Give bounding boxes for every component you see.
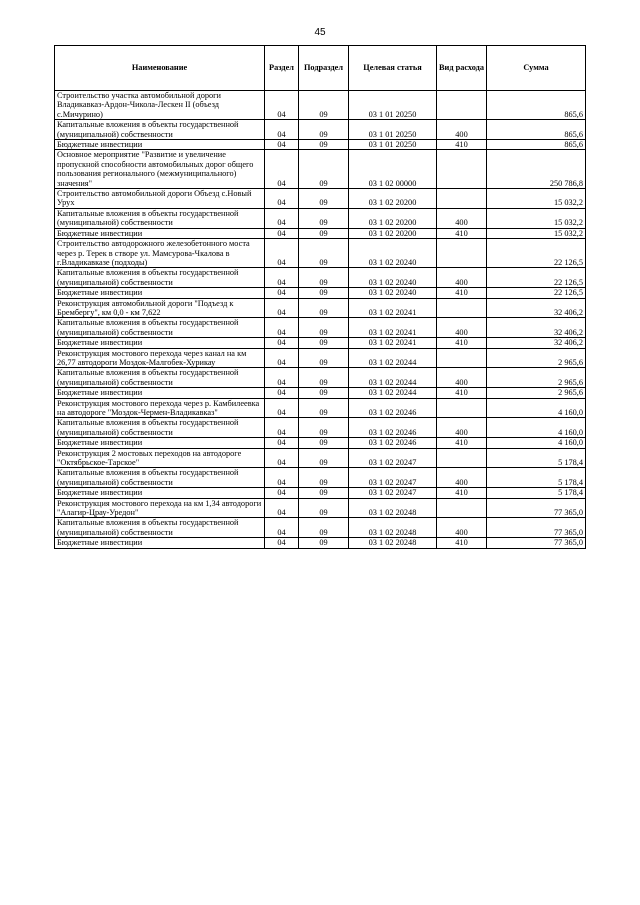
cell-podrazdel: 09 bbox=[299, 338, 349, 348]
cell-podrazdel: 09 bbox=[299, 488, 349, 498]
cell-name: Реконструкция автомобильной дороги "Подъезд к Брембергу", км 0,0 - км 7,622 bbox=[55, 298, 265, 318]
cell-name: Строительство автодорожного железобетонного моста через р. Терек в створе ул. Мамсурова-Чкалова в г.Владикавказе (подходы) bbox=[55, 239, 265, 268]
cell-target: 03 1 02 20240 bbox=[349, 268, 437, 288]
cell-target: 03 1 02 20247 bbox=[349, 448, 437, 468]
cell-podrazdel: 09 bbox=[299, 208, 349, 228]
cell-podrazdel: 09 bbox=[299, 418, 349, 438]
table-row bbox=[55, 538, 586, 548]
table-row bbox=[55, 448, 586, 468]
cell-target: 03 1 02 20241 bbox=[349, 298, 437, 318]
table-row bbox=[55, 268, 586, 288]
cell-razdel: 04 bbox=[265, 189, 299, 209]
cell-vid: 400 bbox=[437, 208, 487, 228]
cell-vid bbox=[437, 150, 487, 189]
cell-sum: 2 965,6 bbox=[487, 388, 586, 398]
table-row bbox=[55, 140, 586, 150]
cell-podrazdel: 09 bbox=[299, 438, 349, 448]
table-row bbox=[55, 318, 586, 338]
cell-target: 03 1 02 20244 bbox=[349, 368, 437, 388]
cell-target: 03 1 02 20200 bbox=[349, 189, 437, 209]
cell-sum: 32 406,2 bbox=[487, 338, 586, 348]
cell-podrazdel: 09 bbox=[299, 91, 349, 120]
cell-razdel: 04 bbox=[265, 228, 299, 238]
cell-podrazdel: 09 bbox=[299, 318, 349, 338]
cell-razdel: 04 bbox=[265, 298, 299, 318]
cell-target: 03 1 02 20246 bbox=[349, 398, 437, 418]
cell-target: 03 1 02 20248 bbox=[349, 538, 437, 548]
table-row bbox=[55, 438, 586, 448]
cell-vid: 410 bbox=[437, 488, 487, 498]
cell-podrazdel: 09 bbox=[299, 298, 349, 318]
cell-target: 03 1 01 20250 bbox=[349, 140, 437, 150]
header-razdel: Раздел bbox=[265, 46, 299, 91]
cell-target: 03 1 02 20247 bbox=[349, 468, 437, 488]
header-row bbox=[55, 46, 586, 91]
cell-vid: 410 bbox=[437, 338, 487, 348]
cell-target: 03 1 02 20241 bbox=[349, 318, 437, 338]
table-header bbox=[55, 46, 586, 91]
cell-name: Бюджетные инвестиции bbox=[55, 228, 265, 238]
cell-vid bbox=[437, 448, 487, 468]
cell-podrazdel: 09 bbox=[299, 140, 349, 150]
cell-razdel: 04 bbox=[265, 208, 299, 228]
cell-name: Бюджетные инвестиции bbox=[55, 140, 265, 150]
cell-target: 03 1 02 20244 bbox=[349, 388, 437, 398]
cell-razdel: 04 bbox=[265, 150, 299, 189]
cell-name: Капитальные вложения в объекты государственной (муниципальной) собственности bbox=[55, 268, 265, 288]
cell-sum: 865,6 bbox=[487, 120, 586, 140]
cell-podrazdel: 09 bbox=[299, 150, 349, 189]
cell-podrazdel: 09 bbox=[299, 448, 349, 468]
cell-vid: 400 bbox=[437, 318, 487, 338]
cell-name: Реконструкция мостового перехода через р. Камбилеевка на автодороге "Моздок-Чермен-Владикавказ" bbox=[55, 398, 265, 418]
cell-vid: 410 bbox=[437, 140, 487, 150]
cell-sum: 865,6 bbox=[487, 91, 586, 120]
cell-sum: 4 160,0 bbox=[487, 398, 586, 418]
cell-razdel: 04 bbox=[265, 488, 299, 498]
cell-razdel: 04 bbox=[265, 418, 299, 438]
cell-name: Капитальные вложения в объекты государственной (муниципальной) собственности bbox=[55, 468, 265, 488]
cell-name: Бюджетные инвестиции bbox=[55, 388, 265, 398]
cell-razdel: 04 bbox=[265, 468, 299, 488]
cell-razdel: 04 bbox=[265, 398, 299, 418]
cell-vid: 400 bbox=[437, 120, 487, 140]
cell-vid bbox=[437, 239, 487, 268]
table-row bbox=[55, 189, 586, 209]
table-row bbox=[55, 239, 586, 268]
cell-razdel: 04 bbox=[265, 388, 299, 398]
cell-target: 03 1 02 20246 bbox=[349, 418, 437, 438]
cell-vid: 410 bbox=[437, 438, 487, 448]
cell-podrazdel: 09 bbox=[299, 398, 349, 418]
cell-vid bbox=[437, 189, 487, 209]
cell-name: Бюджетные инвестиции bbox=[55, 288, 265, 298]
cell-sum: 32 406,2 bbox=[487, 298, 586, 318]
cell-vid bbox=[437, 348, 487, 368]
cell-razdel: 04 bbox=[265, 338, 299, 348]
table-row bbox=[55, 518, 586, 538]
cell-name: Бюджетные инвестиции bbox=[55, 488, 265, 498]
cell-podrazdel: 09 bbox=[299, 388, 349, 398]
cell-razdel: 04 bbox=[265, 498, 299, 518]
cell-razdel: 04 bbox=[265, 318, 299, 338]
cell-name: Реконструкция мостового перехода на км 1,34 автодороги "Алагир-Црау-Уредон" bbox=[55, 498, 265, 518]
cell-vid: 400 bbox=[437, 268, 487, 288]
cell-vid: 410 bbox=[437, 538, 487, 548]
cell-razdel: 04 bbox=[265, 448, 299, 468]
table-row bbox=[55, 348, 586, 368]
cell-podrazdel: 09 bbox=[299, 538, 349, 548]
table-row bbox=[55, 418, 586, 438]
table-body bbox=[55, 91, 586, 549]
cell-target: 03 1 01 20250 bbox=[349, 120, 437, 140]
table-row bbox=[55, 228, 586, 238]
cell-target: 03 1 02 20248 bbox=[349, 518, 437, 538]
cell-sum: 5 178,4 bbox=[487, 448, 586, 468]
cell-target: 03 1 01 20250 bbox=[349, 91, 437, 120]
cell-name: Строительство участка автомобильной дороги Владикавказ-Ардон-Чикола-Лескен II (объезд с.Мичурино) bbox=[55, 91, 265, 120]
header-name: Наименование bbox=[55, 46, 265, 91]
table-row bbox=[55, 488, 586, 498]
cell-vid: 400 bbox=[437, 368, 487, 388]
table-row bbox=[55, 150, 586, 189]
cell-razdel: 04 bbox=[265, 120, 299, 140]
header-vid: Вид расхода bbox=[437, 46, 487, 91]
cell-podrazdel: 09 bbox=[299, 348, 349, 368]
cell-sum: 15 032,2 bbox=[487, 208, 586, 228]
cell-sum: 22 126,5 bbox=[487, 268, 586, 288]
header-podrazdel: Подраздел bbox=[299, 46, 349, 91]
cell-name: Бюджетные инвестиции bbox=[55, 338, 265, 348]
cell-vid: 400 bbox=[437, 518, 487, 538]
cell-podrazdel: 09 bbox=[299, 368, 349, 388]
table-row bbox=[55, 398, 586, 418]
cell-target: 03 1 02 20246 bbox=[349, 438, 437, 448]
table-row bbox=[55, 298, 586, 318]
cell-sum: 77 365,0 bbox=[487, 538, 586, 548]
cell-razdel: 04 bbox=[265, 538, 299, 548]
table-row bbox=[55, 338, 586, 348]
table-row bbox=[55, 288, 586, 298]
cell-podrazdel: 09 bbox=[299, 468, 349, 488]
table-row bbox=[55, 368, 586, 388]
cell-podrazdel: 09 bbox=[299, 120, 349, 140]
cell-sum: 5 178,4 bbox=[487, 468, 586, 488]
cell-name: Капитальные вложения в объекты государственной (муниципальной) собственности bbox=[55, 518, 265, 538]
cell-podrazdel: 09 bbox=[299, 268, 349, 288]
header-sum: Сумма bbox=[487, 46, 586, 91]
cell-name: Реконструкция 2 мостовых переходов на автодороге "Октябрьское-Тарское" bbox=[55, 448, 265, 468]
cell-podrazdel: 09 bbox=[299, 228, 349, 238]
cell-sum: 22 126,5 bbox=[487, 239, 586, 268]
cell-target: 03 1 02 20240 bbox=[349, 288, 437, 298]
cell-target: 03 1 02 20247 bbox=[349, 488, 437, 498]
cell-sum: 77 365,0 bbox=[487, 498, 586, 518]
cell-sum: 4 160,0 bbox=[487, 418, 586, 438]
budget-table bbox=[54, 45, 586, 549]
cell-vid bbox=[437, 398, 487, 418]
table-row bbox=[55, 120, 586, 140]
cell-name: Бюджетные инвестиции bbox=[55, 538, 265, 548]
cell-vid: 400 bbox=[437, 468, 487, 488]
cell-target: 03 1 02 20248 bbox=[349, 498, 437, 518]
cell-razdel: 04 bbox=[265, 239, 299, 268]
cell-name: Капитальные вложения в объекты государственной (муниципальной) собственности bbox=[55, 418, 265, 438]
cell-podrazdel: 09 bbox=[299, 239, 349, 268]
cell-sum: 32 406,2 bbox=[487, 318, 586, 338]
cell-sum: 22 126,5 bbox=[487, 288, 586, 298]
cell-podrazdel: 09 bbox=[299, 189, 349, 209]
cell-target: 03 1 02 00000 bbox=[349, 150, 437, 189]
cell-sum: 865,6 bbox=[487, 140, 586, 150]
cell-razdel: 04 bbox=[265, 268, 299, 288]
cell-name: Реконструкция мостового перехода через канал на км 26,77 автодороги Моздок-Малгобек-Хурикау bbox=[55, 348, 265, 368]
cell-sum: 15 032,2 bbox=[487, 228, 586, 238]
cell-vid: 400 bbox=[437, 418, 487, 438]
cell-target: 03 1 02 20200 bbox=[349, 208, 437, 228]
cell-sum: 4 160,0 bbox=[487, 438, 586, 448]
cell-sum: 15 032,2 bbox=[487, 189, 586, 209]
cell-razdel: 04 bbox=[265, 518, 299, 538]
cell-target: 03 1 02 20244 bbox=[349, 348, 437, 368]
cell-vid: 410 bbox=[437, 288, 487, 298]
page-number: 45 bbox=[314, 27, 326, 38]
cell-vid bbox=[437, 298, 487, 318]
cell-target: 03 1 02 20241 bbox=[349, 338, 437, 348]
cell-podrazdel: 09 bbox=[299, 518, 349, 538]
cell-sum: 77 365,0 bbox=[487, 518, 586, 538]
cell-razdel: 04 bbox=[265, 438, 299, 448]
cell-name: Капитальные вложения в объекты государственной (муниципальной) собственности bbox=[55, 318, 265, 338]
cell-name: Капитальные вложения в объекты государственной (муниципальной) собственности bbox=[55, 120, 265, 140]
header-target: Целевая статья bbox=[349, 46, 437, 91]
cell-sum: 2 965,6 bbox=[487, 368, 586, 388]
cell-name: Основное мероприятие "Развитие и увеличение пропускной способности автомобильных дорог общего пользования регионального (межмуниципального) значения" bbox=[55, 150, 265, 189]
table-row bbox=[55, 91, 586, 120]
table-row bbox=[55, 468, 586, 488]
cell-podrazdel: 09 bbox=[299, 498, 349, 518]
cell-target: 03 1 02 20240 bbox=[349, 239, 437, 268]
cell-name: Капитальные вложения в объекты государственной (муниципальной) собственности bbox=[55, 208, 265, 228]
cell-sum: 2 965,6 bbox=[487, 348, 586, 368]
cell-razdel: 04 bbox=[265, 140, 299, 150]
cell-podrazdel: 09 bbox=[299, 288, 349, 298]
cell-razdel: 04 bbox=[265, 368, 299, 388]
cell-razdel: 04 bbox=[265, 91, 299, 120]
table-row bbox=[55, 208, 586, 228]
cell-vid: 410 bbox=[437, 388, 487, 398]
cell-vid bbox=[437, 498, 487, 518]
cell-sum: 250 786,8 bbox=[487, 150, 586, 189]
cell-sum: 5 178,4 bbox=[487, 488, 586, 498]
cell-target: 03 1 02 20200 bbox=[349, 228, 437, 238]
cell-razdel: 04 bbox=[265, 288, 299, 298]
table-row bbox=[55, 498, 586, 518]
cell-vid: 410 bbox=[437, 228, 487, 238]
cell-name: Капитальные вложения в объекты государственной (муниципальной) собственности bbox=[55, 368, 265, 388]
cell-razdel: 04 bbox=[265, 348, 299, 368]
cell-name: Бюджетные инвестиции bbox=[55, 438, 265, 448]
table-row bbox=[55, 388, 586, 398]
cell-name: Строительство автомобильной дороги Объезд с.Новый Урух bbox=[55, 189, 265, 209]
cell-vid bbox=[437, 91, 487, 120]
